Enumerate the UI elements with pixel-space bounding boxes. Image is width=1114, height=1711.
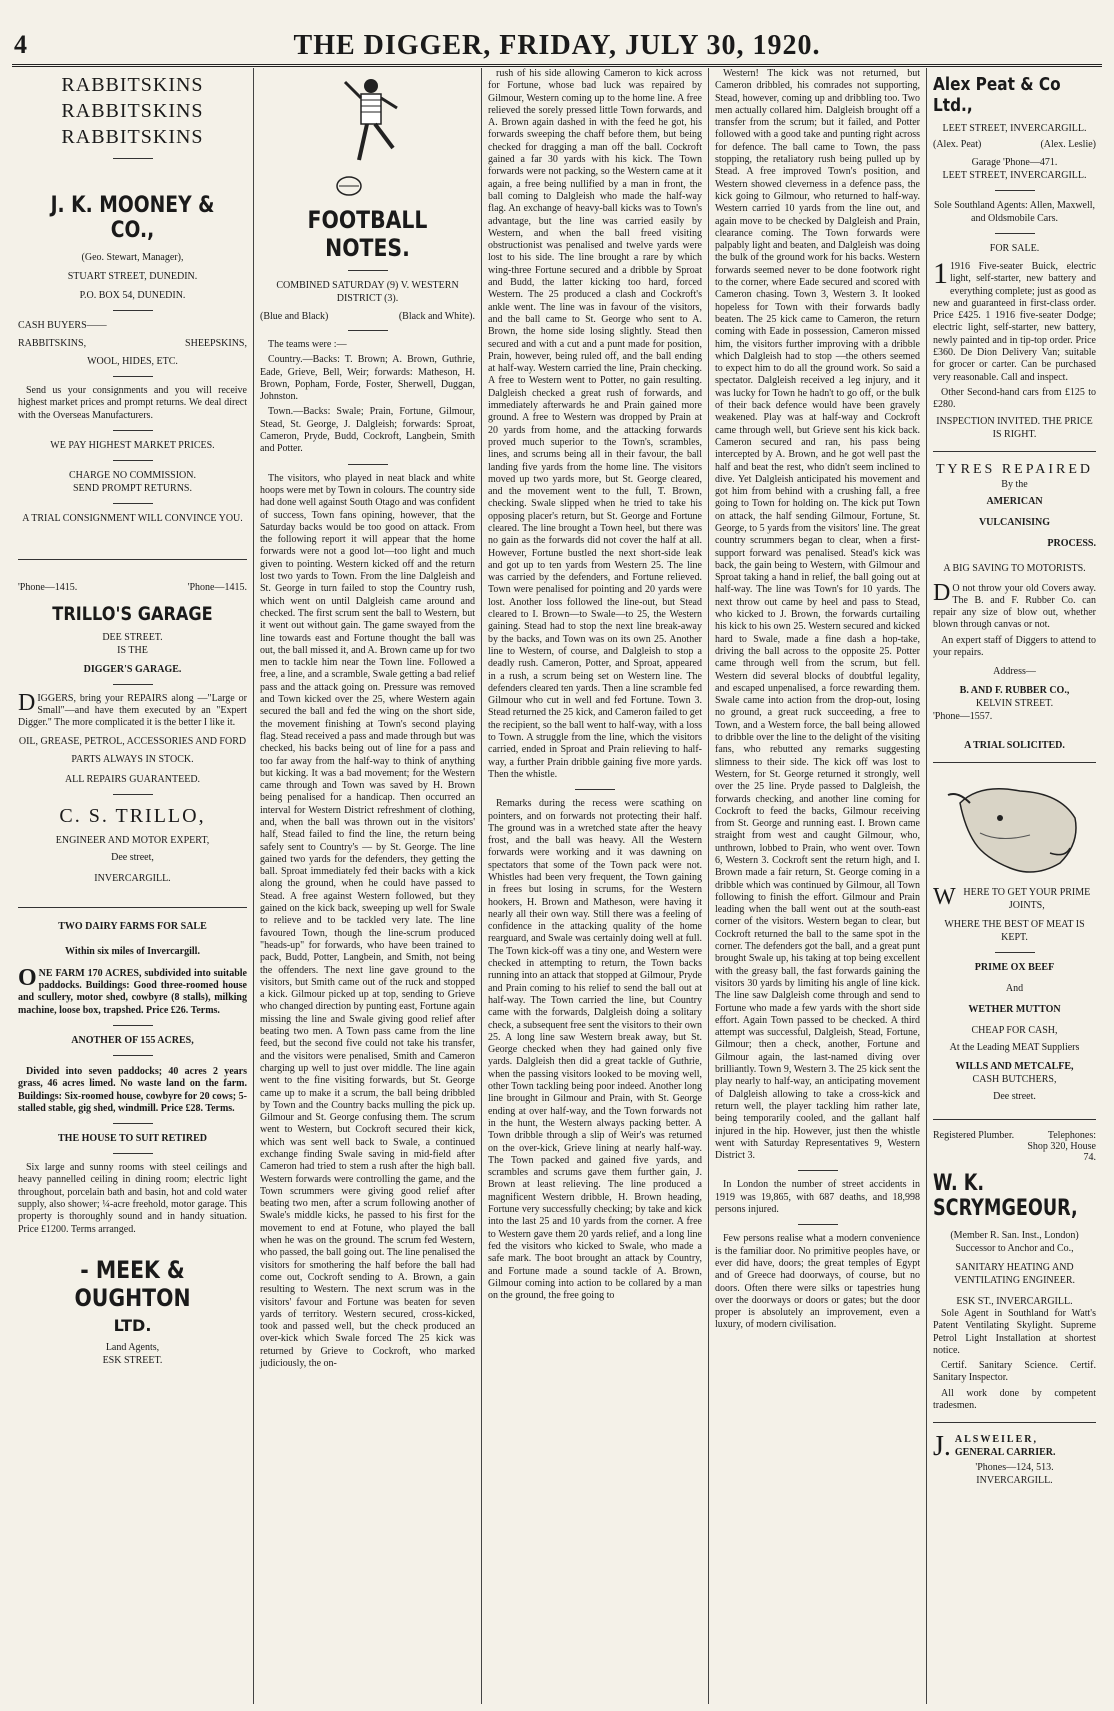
- bf-phone: 'Phone—1557.: [933, 711, 993, 723]
- scrymgeour-name: W. K. SCRYMGEOUR,: [933, 1170, 1078, 1221]
- country-team: Country.—Backs: T. Brown; A. Brown, Guthrie, Eade, Grieve, Bell, Weir; forwards: Matheson, H. Brown, Popham, Forde, Foster, Sherwell, Duggan, Johnston.: [260, 354, 475, 403]
- match-report-continued: rush of his side allowing Cameron to kick across for Fortune, whose bad luck was repaired by Gilmour, Western coming up to the home line. A free relieved the sorely pressed little Town forwards, and A. Brown again dashed in with the feed he got, his forwards sweeping the chaff before them, but being checked for dragging a man off the ball. Cockroft gained a far 30 yards with his kick. The Town forwards were not packing, so the Western came at it again, a free being nullified by a man in front, the ball coming to Dalgleish who made the half-way flag. An exchange of heavy-ball kicks was to Town's advantage, but the line was carried easily by Western, and when the ball freed visiting obstructionist was penalised and twelve yards were lost to his side. The line brought a rare by which wing-three Fortune secured and a dribble by Sproat and Budd, the latter kicking too hard, forced Western. The 25 produced a clash and Cockroft's ankle went. The line was in favour of the visitors, and the ball came to St. George who sent to A. Brown, the home side losing slightly. Stead then secured and with a cut and a punt made for position, Prain, however, being ruled off, and the ball ending at half-way. Western carried the line, Prain checking. A free to Western went to Potter, no gain resulting. Dalgleish checked a great rush of forwards, and immediately afterwards he and Prain gained more ground. A free to Western was dropped by Prain at 20 yards from home, and the attacking forwards proved much superior to the Town's, scrambles, lines, and scrums being all in their favour, the ball landing five yards from the home line. The visitors moved up two yards more, but St. George cleared, and the movement went to the full, T. Brown, checking. Swale slipped when he tried to take his opposing placer's return, but St. George and Fortune cleared. The line brought a Town heel, but there was no gain as the forwards did not cover the half at all. However, Fortune bustled the next short-side leak and got up to ten yards from Western 25. The line was carried by the defenders, and Fortune relieved. Town were penalised for pointing and 20 yards were lost. Another loss followed the line-out, but Stead cleared to I. Brown—to Swale—to 25, the Western gaining. Stead had to stop the next line break-away by the backs, and Town was on its own 25. Another line to Western, of course, and Dalgleish to stop a deadly rush. Cameron, Potter, and Sproat, appeared in a rush, a scrum being set on Western line. The defenders cleared ten yards. Then a line scramble fed Gilmour who cut in well and fed Fortune. Town 3. Stead returned the 25 kick, and Cameron failed to get the recipient, so the ball went to half-way, with a loss to Town. A struggle from the line, which the visitors carried, ended in Sproat and Prain relieving to half-way, a further Prain dribble gaining five more yards. Then the whistle.: [488, 68, 702, 780]
- diggers-repairs-body: IGGERS, bring your REPAIRS along —"Large or Small"—and have them executed by an "Expert Digger." The more complicated it is the better I like it.: [18, 692, 247, 729]
- colours-row: [260, 311, 475, 322]
- garage-street: DEE STREET.: [102, 631, 163, 643]
- oil-grease-line: OIL, GREASE, PETROL, ACCESSORIES AND FORD PARTS ALWAYS IN STOCK.: [18, 735, 247, 765]
- dont-throw-text: [933, 579, 1096, 632]
- doors-paragraph: Few persons realise what a modern convenience is the familiar door. No primitive peoples have, or ever did have, doors; the great temples of Egypt and of Greece had doorways, of course, but no doors. Often there were silks or tapestries hung over the doorways or doors or gates; but the door proper is absolutely an improvement, even a luxury, of modern civilisation.: [715, 1233, 920, 1331]
- teams-intro: The teams were :—: [268, 339, 347, 350]
- dropcap-w: W: [933, 884, 956, 911]
- trillos-garage-name: TRILLO'S GARAGE: [52, 602, 213, 625]
- trial-consignment: A TRIAL CONSIGNMENT WILL CONVINCE YOU.: [22, 512, 243, 524]
- wills-metcalfe: WILLS AND METCALFE,: [955, 1060, 1074, 1072]
- dairy-farms-heading: TWO DAIRY FARMS FOR SALE: [58, 920, 207, 932]
- meek-oughton-name: - MEEK & OUGHTON: [74, 1255, 191, 1312]
- dont-throw-body: O not throw your old Covers away. The B. and F. Rubber Co. can repair any size of blow out, whether blown through canvas or not.: [933, 582, 1096, 631]
- rabbitskins-line: RABBITSKINS: [61, 74, 204, 96]
- cash-butchers: CASH BUTCHERS,: [972, 1073, 1057, 1085]
- send-consignments-text: Send us your consignments and you will receive highest market prices and prompt returns. We deal direct with the Overseas Manufacturers.: [18, 385, 247, 421]
- peat-name: (Alex. Peat): [933, 139, 982, 150]
- item-sheepskins: SHEEPSKINS,: [185, 338, 247, 349]
- divider: [113, 158, 153, 159]
- dropcap-d: D: [18, 689, 36, 716]
- buick-body: 1916 Five-seater Buick, electric light, self-starter, new battery and everything complete; just as good as new and guaranteed in first-class order. Price £425. 1 1916 five-seater Dodge; electric light, self-starter, new battery, newly painted and in tip-top order. Price £360. De Dion Delivery Van; suitable for grocer or carter. Can be purchased very reasonable. Call and inspect.: [933, 261, 1096, 383]
- colours-left: (Blue and Black): [260, 311, 329, 322]
- registered-plumber: Registered Plumber.: [933, 1129, 1015, 1141]
- alsweiler-initial: J.: [933, 1431, 951, 1463]
- column-3-report: [482, 68, 709, 1704]
- garage-is-the: IS THE: [117, 644, 148, 656]
- divider: [995, 952, 1035, 953]
- charge-no-commission: CHARGE NO COMMISSION.: [69, 469, 196, 481]
- house-text: Six large and sunny rooms with steel ceilings and heavy pannelled ceiling in dining room; electric light throughout, porcelain bath and basin, hot and cold water supply, also shower; ¼-acre freehold, motor garage. This property is thoroughly sound and in handy situation. Price £1200. Terms arranged.: [18, 1162, 247, 1235]
- esk-st: ESK ST., INVERCARGILL.: [956, 1295, 1073, 1307]
- second-half-continued: Western! The kick was not returned, but Cameron dribbled, his comrades not supporting, Stead, however, coming up and dribbling too. Two men actually collared him. Dalgleish brought off a transfer from the scrum; but it failed, and Potter followed with a good take and punting right across for defence. The ball came to Town, the pass stopping, the retaliatory rush being pulled up by Stead. A free improved Town's position, and Western showed cleverness in a defence pass, the kick going to Gilmour, who returned to half-way. Western carried 10 yards from the line out, and again move to be checked by Dalgleish and Prain, clearance coming. The Town forwards were palpably light and beaten, and Dalgleish was doing the bulk of the ground work for his backs. Western forwards seemed never to be done footwork right to the corner, where Eade secured and scored with Cameron chasing. Town 3, Western 3. It looked hopeless for Town with their forwards badly beaten. The 25 kick came to Cameron, the return coming with Eade in possession, Cameron missed him, the visitors further improving with a dribble which Dalgleish had to stop —the others seemed to expect him to do all the ground work. So said a spectator. Dalgleish received a leg injury, and it was lucky for Town he hadn't to go off, or the bulk of their back defence would have been gravely weakened. Play was at half-way and Cockroft came through well, but Grieve sent his kick back. Cameron secured and ran, his pass being intercepted by A. Brown, and he got well past the half and beat the rest, who didn't seem inclined to dive. Yet Dalgleish anticipated his movement and got him from behind with a crushing fall, a free going to Town for holding on. The kick put Town on attack, the half sending Gilmour, Fortune, St. George, to 5 yards from the visitors' line. The great country scrummers began to clear, when a first-support forward was penalised. Stead's kick was back, the gain being to Western, with Gilmour and Sproat taking a hand in relief, the ball going out at half-way. The line was Town's for 10 yards. The next throw out came by heel and pass to Stead, who kicked to J. Brown, the forwards curtailing his kick to his own 25. Western secured and kicked hard to Swale, made a fine dash a hop-take, driving the ball across to the opposite 25. Potter came through well from the scrum, but fell. Western did several blocks of doubtful legality, and escaped unpenalised, a force rewarding them. Swale came into action from the drop-out, losing no ground, a great ruck succeeding, a free to Town, and a Western force, the ball being allowed to dribble over the line to the delight of the visiting fans, who rebutted any remarks suggesting slimness to their side. The kick off was lost to Western, for St. George returned it strongly, well over the 25 line. Pryde passed to Dalgleish, the forwards checking, and another line coming for Cockroft to feed the backs, Gilmour receiving from St. George and running east. I. Brown came straight from west and caught Gilmour, who, unthrown, lobbed to Prain, who went over. Town 6, Western 3. Cockroft sent the return high, and I. Brown made a fair return, St. George coming in a dribble which was continued by Gilmour, all Town following to finish the effort. Gilmour and Prain leading when the ball went out at the south-east corner of the visitors. Western began to clear, but Cockroft returned the ball to the same spot in the corner. The defenders got the ball, and a great punt brought Swale up, his taking at top being excellent with the greasy ball, the fast forwards gaining the visitors 30 yards by limiting his angle of line kick. The line saw Dalgleish come through and send to Fortune who made a few yards with the short side effort. Again Town passed to be checked. A third attempt was successful, Dalgleish, Stead, Fortune, Gilmour; then a check, another, Fortune and Gilmour again, the last-named diving over brilliantly. Town 9, Western 3. The 25 kick sent the play nearly to half-way, an anticipating movement of Dalgleish allowing to take a cross-kick and return well, the player tackling him rather late, being temporarily cooled, and the gallant half injured in the hip. However, just then the whistle went with Saturday Representatives 9, Western District 3.: [715, 68, 920, 1162]
- land-agents: Land Agents,: [105, 1341, 160, 1353]
- bf-rubber: B. AND F. RUBBER CO.,: [959, 685, 1070, 697]
- trillo-name: C. S. TRILLO,: [59, 804, 206, 827]
- kelvin-street: KELVIN STREET.: [975, 698, 1054, 710]
- phone-left: 'Phone—1415.: [18, 581, 78, 593]
- mooney-firm-name: J. K. MOONEY & CO.,: [50, 193, 215, 243]
- newspaper-title: THE DIGGER, FRIDAY, JULY 30, 1920.: [293, 30, 821, 61]
- street-line: STUART STREET, DUNEDIN.: [67, 271, 198, 282]
- divider: [575, 789, 615, 790]
- divider: [113, 1055, 153, 1056]
- page-number: 4: [14, 30, 27, 59]
- for-sale: FOR SALE.: [989, 243, 1040, 254]
- trial-solicited: A TRIAL SOLICITED.: [964, 740, 1065, 752]
- alsweiler-name: ALSWEILER,: [954, 1434, 1038, 1446]
- section-rule: [933, 451, 1096, 452]
- engineer-line: ENGINEER AND MOTOR EXPERT,: [55, 834, 210, 846]
- prime-ox-beef: PRIME OX BEEF: [974, 961, 1055, 973]
- big-saving: A BIG SAVING TO MOTORISTS.: [943, 562, 1086, 574]
- farm-two-text: Divided into seven paddocks; 40 acres 2 years grass, 46 acres limed. No waste land on the farm. Buildings: Six-roomed house, cowbyre for 20 cows; 5-stalled stable, gig shed, windmill. Price £28. Terms.: [18, 1065, 247, 1114]
- item-rabbitskins: RABBITSKINS,: [18, 338, 87, 349]
- house-heading: THE HOUSE TO SUIT RETIRED: [58, 1133, 207, 1145]
- competent-tradesmen: All work done by competent tradesmen.: [933, 1387, 1096, 1412]
- process: PROCESS.: [1047, 537, 1096, 549]
- divider: [798, 1224, 838, 1225]
- divider: [348, 270, 388, 271]
- butchers-dee: Dee street.: [993, 1090, 1036, 1102]
- section-rule: [933, 762, 1096, 763]
- scrymgeour-member: (Member R. San. Inst., London) Successor to Anchor and Co.,: [950, 1229, 1079, 1254]
- footballer-illustration: [323, 72, 413, 202]
- diggers-repairs-text: [18, 689, 247, 730]
- leslie-name: (Alex. Leslie): [1040, 139, 1096, 150]
- address-label: Address—: [993, 666, 1036, 678]
- farm-one-body: NE FARM 170 ACRES, subdivided into suitable paddocks. Buildings: Good three-roomed house and scullery, motor shed, cowbyre (8 stalls), milking machine, loose box, trapshed. Price £26. Terms.: [18, 967, 247, 1016]
- dropcap-d2: D: [933, 579, 951, 606]
- buick-text: [933, 257, 1096, 384]
- rabbitskins-line: RABBITSKINS: [61, 126, 204, 148]
- divider: [113, 1123, 153, 1124]
- match-report: The visitors, who played in neat black and white hoops were met by Town in colours. The country side had done well against South Otago and was confident of success, Town fans opining, however, that the Saturday backs would be too good on attack. From the following report it will appear that the home forwards were not a good lot—too light and much given to pointing. Western kicked off and the return lost two yards to Town. From the line Dalgleish and St. George in turn failed to stop the Country rush, which went on until Dalgleish came around and checked. The first scrum sent the ball to Western, but it went out without gain. The game swayed from the line towards east and Fortune thought the ball was out, the ball missed it, and A. Brown came up for two men to tackle him near the Town line. Followed a free, a line, and a scramble, Swale getting a bad relief pass and the attack going on. Pressure was removed and Town kicked over the 25, where Western again secured the ball and fed the wing on the short side, the movement finishing at Town's second playing flag. Stead received a pass and made through but was checked, his backs being out of line for a pass and too far away from the half-way to think of anything but kicking. It was a bad movement; for the Western came through and Town was saved by H. Brown being penalised for a handicap. Then occurred an interval for Western District refreshment of clothing, and, when the ball was thrown out in the visitors' half, Stead failed to find the line, the return being safely sent to Country's — by St. George. The line gained two yards for the defenders, they getting the ball. Sproat immediately fed their backs with a kick along the ground, when he could have passed to Stead. A free against Western followed, but they gained on the kick back, sweeping up well for Swale to relieve and to be tackled very late. The line favoured Town, though the line-scrum produced "heads-up" for forwards, who have been trained to pack, Budd, Potter, Langbein, and Smith, not being the offenders. The next line gave ground to the visitors, but Smith came out of the ruck and stopped a kick. Gilmour picked up at top, sending to Grieve who changed direction by punting east, Fortune again missing the line and Swale giving good relief after beating two men. A Town pass came from the line feed, but the second five could not take his transfer, and the visitors were penalised, Smith and Cameron charging up well to just over middle. The line again went to the fine visiting forwards, but St. George came up to make it a scrum, the ball being dribbled by Town and the Country backs mulling the pick up. Gilmour and St. George confusing them. The scrum went to Western, but Cockroft secured their kick, which was sent well back to Swale, a continued exchange finding Swale saving in mid-field after Cameron had tried to stem a rush after the high ball. Western forwards were controlling the game, and the Town scrummers were giving good relief after beating two men, after a scrum following another of Swale's middle kicks, he passed to his first for the movement to end at Fotune, who played the ball when he was on the ground. The scrum fed Western, who passed, the ball going out. The line penalised the visitors for smothering the half before the ball had come out, Cockroft sending to A. Brown, a gain resulting to Western. The next scrum was in the visitors' favour and Fortune was beaten for seven yards of territory. Western secured, cross-kicked, took and passed well, but the check produced an over-kick which Swale forced The 25 kick was returned by Grieve to Cockroft, who marked judiciously, the on-: [260, 472, 476, 1370]
- esk-street: ESK STREET.: [102, 1354, 163, 1366]
- divider: [348, 464, 388, 465]
- leet-street-2: LEET STREET, INVERCARGILL.: [942, 170, 1087, 181]
- london-accidents: In London the number of street accidents in 1919 was 19,865, with 687 deaths, and 18,998 persons injured.: [715, 1179, 920, 1216]
- alex-peat-name: Alex Peat & Co Ltd.,: [933, 74, 1061, 116]
- divider: [113, 310, 153, 311]
- wether-mutton: WETHER MUTTON: [968, 1003, 1061, 1015]
- divider: [113, 430, 153, 431]
- other-cars: Other Second-hand cars from £125 to £280.: [933, 386, 1096, 411]
- and-word: And: [1005, 982, 1024, 994]
- plumber-row: [933, 1130, 1096, 1163]
- leet-street: LEET STREET, INVERCARGILL.: [942, 123, 1087, 134]
- certif-text: Certif. Sanitary Science. Certif. Sanitary Inspector.: [933, 1360, 1096, 1384]
- town-team: Town.—Backs: Swale; Prain, Fortune, Gilmour, Stead, St. George, J. Dalgleish; forwards: Sproat, Cameron, Pryde, Budd, Cockroft, Langbein, Smith and Potter.: [260, 406, 475, 455]
- invercargill: INVERCARGILL.: [94, 872, 171, 884]
- diggers-garage: DIGGER'S GARAGE.: [83, 663, 182, 675]
- by-the: By the: [1001, 478, 1028, 490]
- column-2-football: [254, 68, 482, 1704]
- sanitary-engineer: SANITARY HEATING AND VENTILATING ENGINEER.: [953, 1261, 1076, 1286]
- phone-right: 'Phone—1415.: [187, 581, 247, 593]
- divider: [113, 503, 153, 504]
- tyres-repaired: TYRES REPAIRED: [935, 461, 1093, 477]
- divider: [113, 376, 153, 377]
- cash-buyers: CASH BUYERS——: [18, 320, 107, 331]
- send-prompt-returns: SEND PROMPT RETURNS.: [72, 482, 192, 494]
- divider: [995, 233, 1035, 234]
- divider: [995, 190, 1035, 191]
- ox-head-illustration: [940, 773, 1090, 883]
- dee-street: Dee street,: [111, 851, 154, 863]
- repairs-guaranteed: ALL REPAIRS GUARANTEED.: [64, 773, 201, 785]
- divider: [113, 1153, 153, 1154]
- masthead: [12, 30, 1102, 67]
- box-line: P.O. BOX 54, DUNEDIN.: [79, 290, 186, 301]
- section-rule: [933, 1119, 1096, 1120]
- expert-staff: An expert staff of Diggers to attend to your repairs.: [933, 634, 1096, 659]
- second-half-report: Remarks during the recess were scathing on pointers, and on forwards not protecting their half. The ground was in a wretched state after the heavy frost, and the ball was heavy. All the Western forwards were working and it was dawning on spectators that some of the Town pack were not. Whistles had been very frequent, the Town gaining in frees but losing in scrums, for the Western hookers, H. Brown and Matheson, were having it nearly all their own way. Still there was a feeling of confidence in the attacking quality of the home rearguard, and Swale was certainly doing well at full. The Town kick-off was a tiny one, and Western were checked in attempting to return, the Town backs running into an attack that stopped at Gilmour, Pryde and Prain coming to his relief to send the ball out at half-way. The Town carried the line, but Country came with the forwards, Dalgleish doing a solitary check, a subsequent free sent the visitors to their own 25. A long line saw Western break away, but St. George checked when they had gained only five yards. Dalgleish then did a great tackle of Guthrie, when the passing visitors looked to be moving well, other Town tackling being poor indeed. Another long line brought in Gilmour and Prain, with St. George ending at over half-way, and the Town forwards not in the hunt, the Western always packing better. A Town dribble through a slip of Weir's was returned on the over-kick, Grieve lining at nearly half-way. The Town packed and gained five yards, and scrambles and scrums gave them further gain, J. Brown at least relieving. The line produced a magnificent Western dribble, H. Brown heading, Fortune very successfully checking; by take and kick into the last 25 and 10 yards from the corner. A free to Western gave them 20 yards relief, and a long line fed the visitors who kicked to Swale, who made a safe mark. The boot brought an attack by Country, and Fortune made a sound tackle of A. Brown, Gilmour coming into action to be collared by a man on the ground, the free going to: [488, 798, 702, 1302]
- colours-right: (Black and White).: [398, 311, 475, 322]
- section-rule: [18, 907, 247, 908]
- column-1-advertisements: [12, 68, 254, 1704]
- where-body: HERE TO GET YOUR PRIME JOINTS,: [963, 887, 1091, 911]
- match-title: COMBINED SATURDAY (9) V. WESTERN DISTRICT (3).: [276, 280, 459, 304]
- leading-meat: At the Leading MEAT Suppliers: [949, 1041, 1080, 1053]
- garage-phone: Garage 'Phone—471.: [971, 157, 1058, 168]
- divider: [798, 1170, 838, 1171]
- another-farm-heading: ANOTHER OF 155 ACRES,: [71, 1034, 194, 1046]
- column-4-report: [709, 68, 927, 1704]
- american: AMERICAN: [986, 495, 1043, 507]
- plumber-telephones: Telephones: Shop 320, House 74.: [1027, 1129, 1096, 1163]
- football-notes-heading: FOOTBALL NOTES.: [307, 206, 428, 262]
- vulcanising: VULCANISING: [978, 516, 1051, 528]
- divider: [113, 684, 153, 685]
- pay-highest: WE PAY HIGHEST MARKET PRICES.: [50, 439, 215, 451]
- where-best-meat: WHERE THE BEST OF MEAT IS KEPT.: [944, 918, 1085, 943]
- divider: [113, 1025, 153, 1026]
- cheap-for-cash: CHEAP FOR CASH,: [971, 1024, 1058, 1036]
- items-row: [18, 338, 247, 349]
- section-rule: [18, 559, 247, 560]
- divider: [113, 794, 153, 795]
- alsweiler-phones: 'Phones—124, 513.: [975, 1462, 1054, 1474]
- alsweiler-town: INVERCARGILL.: [976, 1475, 1053, 1487]
- item-wool: WOOL, HIDES, ETC.: [87, 356, 178, 367]
- dropcap-o: O: [18, 964, 37, 991]
- farm-one-text: [18, 964, 247, 1017]
- peat-names-row: [933, 139, 1096, 150]
- section-rule: [933, 1422, 1096, 1423]
- dropcap-1: 1: [933, 257, 948, 290]
- sole-agents: Sole Southland Agents: Allen, Maxwell, and Oldsmobile Cars.: [933, 200, 1096, 224]
- divider: [348, 330, 388, 331]
- alsweiler-block: [933, 1433, 1096, 1461]
- phone-row: [18, 582, 247, 593]
- manager-line: (Geo. Stewart, Manager),: [81, 252, 184, 263]
- column-5-advertisements: [927, 68, 1102, 1704]
- where-prime-joints: [933, 884, 1096, 912]
- general-carrier: GENERAL CARRIER.: [954, 1447, 1056, 1459]
- inspection-invited: INSPECTION INVITED. THE PRICE IS RIGHT.: [936, 415, 1093, 440]
- sole-agent-text: Sole Agent in Southland for Watt's Patent Ventilating Skylight. Supreme Petrol Light Installation at shortest notice.: [933, 1307, 1096, 1356]
- meek-ltd: LTD.: [113, 1315, 152, 1335]
- within-six-miles: Within six miles of Invercargill.: [65, 945, 200, 957]
- divider: [113, 460, 153, 461]
- rabbitskins-line: RABBITSKINS: [61, 100, 204, 122]
